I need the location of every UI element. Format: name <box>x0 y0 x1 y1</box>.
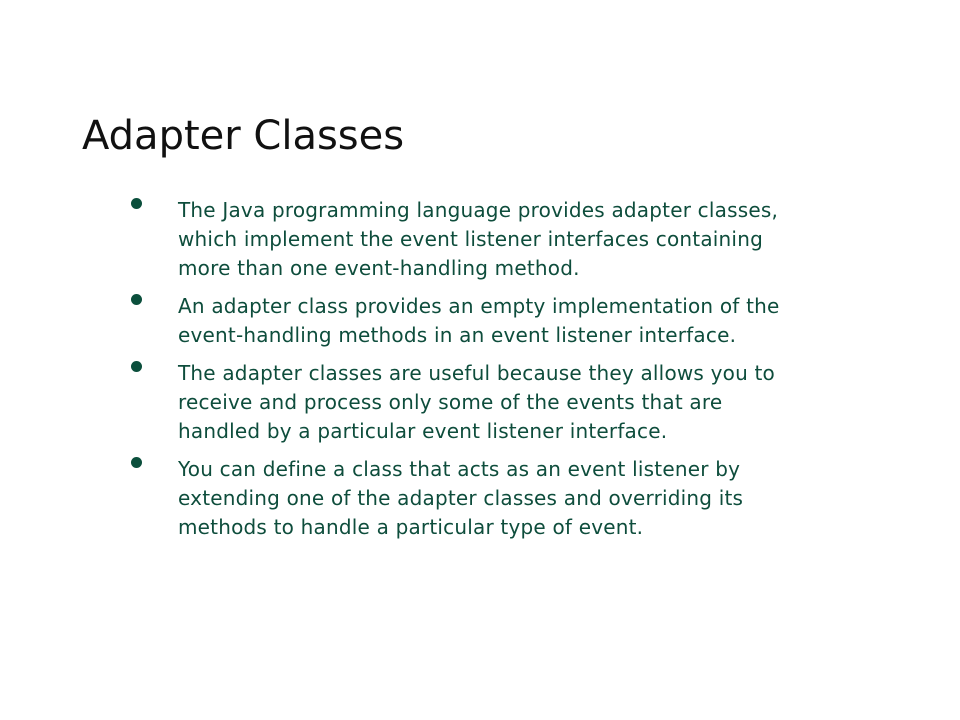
bullet-point-icon <box>131 361 142 372</box>
bullet-point-icon <box>131 457 142 468</box>
bullet-line: methods to handle a particular type of event. <box>178 515 644 539</box>
bullet-item-3 <box>128 359 918 446</box>
bullet-item-2 <box>128 292 918 350</box>
bullet-line: You can define a class that acts as an event listener by <box>178 457 741 481</box>
bullet-item-1 <box>128 196 918 283</box>
bullet-line: extending one of the adapter classes and overriding its <box>178 486 744 510</box>
bullet-line: receive and process only some of the events that are <box>178 390 723 414</box>
bullet-line: more than one event-handling method. <box>178 256 580 280</box>
bullet-line: which implement the event listener interfaces containing <box>178 227 763 251</box>
bullet-line: An adapter class provides an empty implementation of the <box>178 294 780 318</box>
bullet-list <box>128 196 918 551</box>
bullet-line: The adapter classes are useful because they allows you to <box>178 361 775 385</box>
bullet-line: event-handling methods in an event listener interface. <box>178 323 737 347</box>
slide-title: Adapter Classes <box>82 113 405 159</box>
bullet-item-4 <box>128 455 918 542</box>
bullet-line: handled by a particular event listener interface. <box>178 419 668 443</box>
bullet-point-icon <box>131 294 142 305</box>
bullet-point-icon <box>131 198 142 209</box>
bullet-line: The Java programming language provides adapter classes, <box>178 198 779 222</box>
